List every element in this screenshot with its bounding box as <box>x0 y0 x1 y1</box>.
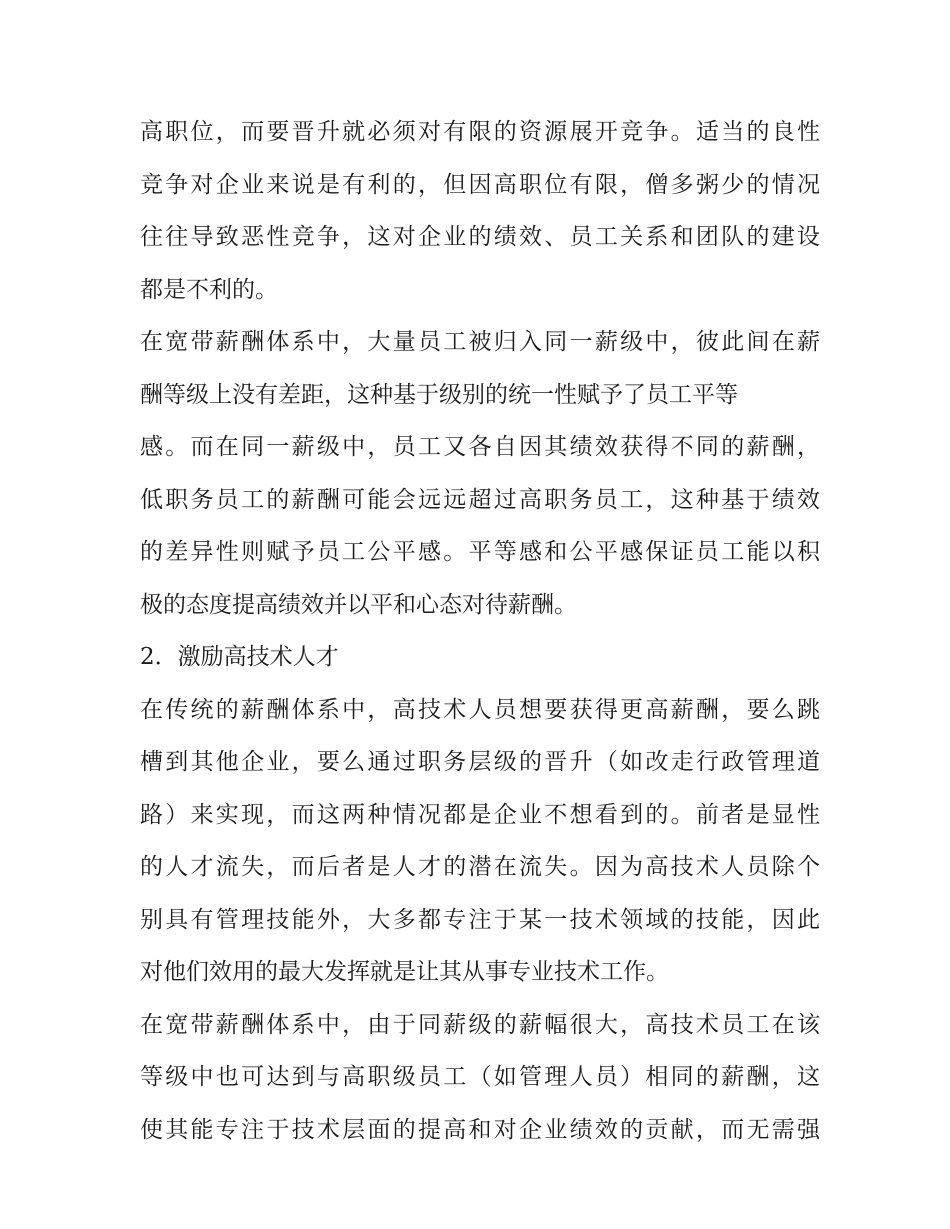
text-line: 使其能专注于技术层面的提高和对企业绩效的贡献，而无需强 <box>140 1116 820 1143</box>
text-line: 路）来实现，而这两种情况都是企业不想看到的。前者是显性 <box>140 801 820 828</box>
text-line: 在宽带薪酬体系中，大量员工被归入同一薪级中，彼此间在薪 <box>140 329 820 355</box>
text-line: 竞争对企业来说是有利的，但因高职位有限，僧多粥少的情况 <box>140 171 820 198</box>
text-line: 槽到其他企业，要么通过职务层级的晋升（如改走行政管理道 <box>140 749 820 775</box>
body-text <box>140 106 820 1156</box>
text-line: 往往导致恶性竞争，这对企业的绩效、员工关系和团队的建设 <box>140 224 820 250</box>
text-line: 等级中也可达到与高职级员工（如管理人员）相同的薪酬，这 <box>140 1064 820 1090</box>
text-line: 酬等级上没有差距，这种基于级别的统一性赋予了员工平等 <box>140 381 738 408</box>
text-line: 感。而在同一薪级中，员工又各自因其绩效获得不同的薪酬， <box>140 434 820 460</box>
section-heading: 2．激励高技术人才 <box>140 644 339 670</box>
text-line: 高职位，而要晋升就必须对有限的资源展开竞争。适当的良性 <box>140 119 820 145</box>
text-line: 在宽带薪酬体系中，由于同薪级的薪幅很大，高技术员工在该 <box>140 1011 820 1038</box>
text-line: 在传统的薪酬体系中，高技术人员想要获得更高薪酬，要么跳 <box>140 696 820 723</box>
text-line: 对他们效用的最大发挥就是让其从事专业技术工作。 <box>140 959 669 985</box>
text-line: 的差异性则赋予员工公平感。平等感和公平感保证员工能以积 <box>140 539 820 565</box>
text-line: 别具有管理技能外，大多都专注于某一技术领域的技能，因此 <box>140 906 820 933</box>
text-line: 都是不利的。 <box>140 276 278 303</box>
text-line: 的人才流失，而后者是人才的潜在流失。因为高技术人员除个 <box>140 854 820 880</box>
text-line: 低职务员工的薪酬可能会远远超过高职务员工，这种基于绩效 <box>140 486 820 513</box>
text-line: 极的态度提高绩效并以平和心态对待薪酬。 <box>140 591 577 618</box>
